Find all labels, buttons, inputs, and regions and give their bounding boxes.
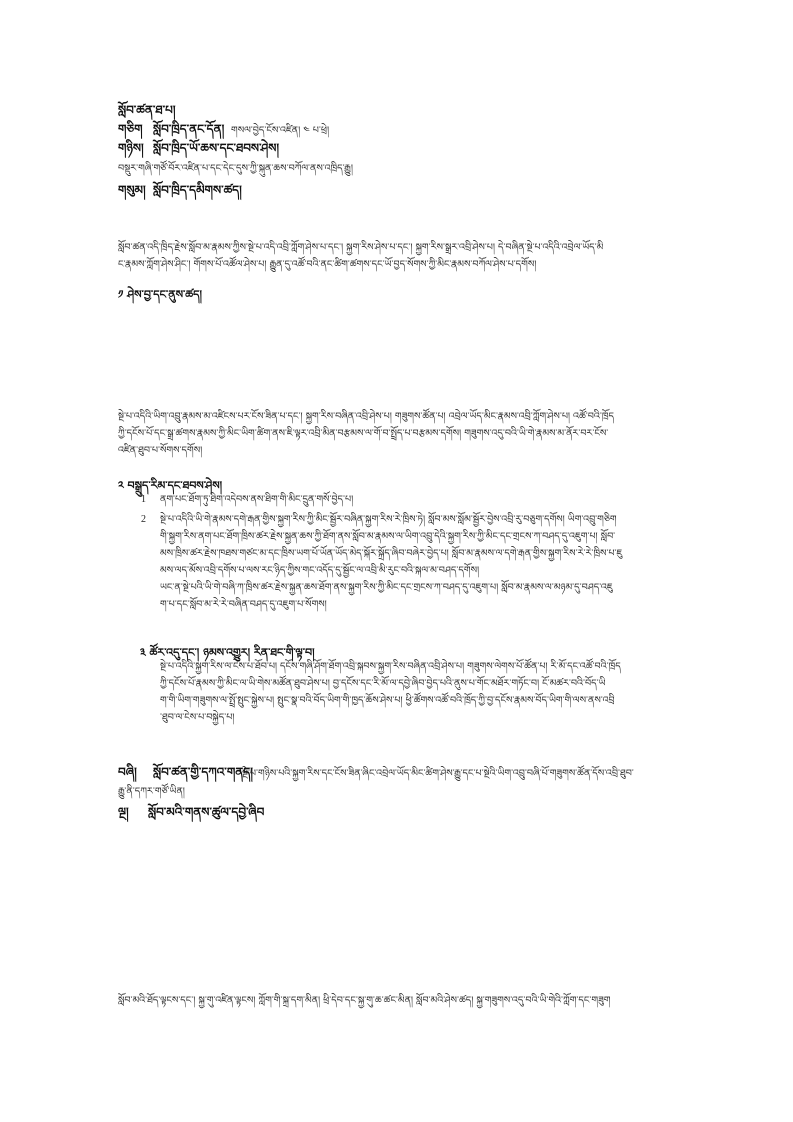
- list-item-line: ག་པ་དང་སློབ་མ་རེ་རེ་བཞིན་བཤད་དུ་འཇུག་པ་སོགས།: [160, 599, 327, 610]
- teaching-content-note: གསལ་བྱེད་ངོས་འཛིན། ༤ པ་ཕྲེ།: [231, 125, 330, 136]
- list-item-line: མས་ཁྲིས་ཚར་རྗེས་ཁཐས་གཙང་མ་དང་ཁྲིས་ཡག་པོ་ཡོན་ཡོད་མེད་སྐོར་སྐྲོད་ཞིབ་བཞེར་བྱེད་པ། སློབ་མ་རྣམས་ལ་དགེ་རྒན་གྱིས་སྐྱག་རིས་རེ་རེ་ཁྲིས་པ་ཇུ: [160, 548, 623, 559]
- section-label-four: བཞི།: [118, 765, 137, 779]
- paragraph-line: ཀྱི་དངོས་པོ་རྣམས་ཀྱི་མིང་ལ་ཡི་གེས་མཚོན་ཐུབ་ཤེས་པ། བྱ་དངོས་དང་རི་མོ་ལ་དབྱེ་ཞིབ་བྱེད་པའི་ནུས་པ་གོང་མཐོར་གཏོང་བ། ངོ་མཚར་བའི་བོད་ཡི: [160, 678, 606, 689]
- list-number: 1: [141, 494, 146, 505]
- process-methods-heading: ༢ བསྒྲུད་རིམ་དང་ཐབས་ཤེས།: [118, 479, 223, 492]
- teaching-tools-heading: སློབ་ཁྲིད་ཡོ་ཆས་དང་ཐབས་ཤེས།: [153, 141, 280, 155]
- student-analysis-paragraph: [118, 992, 790, 1009]
- difficult-points-heading: སློབ་ཚན་གྱི་དཀའ་གནད།: [153, 765, 253, 779]
- lesson-title: སློབ་ཚན་ཐ་པ།: [118, 103, 176, 117]
- paragraph-line: སྔེ་པ་འདིའི་ཡིག་འབྲུ་རྣམས་མ་འཛིངས་པར་ངོས་ཟིན་པ་དང་། སྐྱག་རིས་བཞིན་འབྲི་ཤེས་པ། གཟུགས་ཚོན་པ། འབྲེལ་ཡོད་མིང་རྣམས་འབྲི་ཀློག་ཤེས་པ། འཚོ་བའི་ཁྲོད: [118, 411, 615, 422]
- teaching-goals-heading: སློབ་ཁྲིད་དམིགས་ཚད།: [153, 183, 242, 197]
- attitude-values-paragraph: [160, 658, 790, 726]
- list-item-line: མས་ལད་མོས་འབྲི་དགོས་པ་ལས་རང་ཉིད་ཀྱིས་གང་འདོད་དུ་སྦྱོང་ལ་འབྲི་མི་རུང་བའི་སྐལ་མ་བཤད་དགོས།: [160, 565, 480, 576]
- list-item-line: ཡང་ན་སྔེ་པའི་ཡི་གེ་བཞི་ཀ་ཁྲིས་ཚར་རྗེས་སྐྱན་ཆས་ཐོག་ནས་སྐྱག་རིས་ཀྱི་མིང་དང་གྲངས་ཀ་བཤད་དུ་འཇུག་པ། སློབ་མ་རྣམས་ལ་མཉམ་དུ་བཤད་འཇུ: [160, 582, 613, 593]
- teaching-tools-note: བསྡུར་གཞི་གཙོ་བོར་འཛིན་པ་དང་དེང་དུས་ཀྱི་སྐུན་ཆས་བཀོལ་ནས་འཁྲིད་རྒྱུ།: [118, 163, 353, 174]
- paragraph-line: ག་གི་ཡིག་གཟུགས་ལ་སྤྲོ་སྤུང་སྐྱེས་པ། སྤུང་སྣ་བའི་བོད་ཡིག་གི་ཁྱད་ཆོས་ཤེས་པ། ཕྱི་ཚོགས་འཚོ་བའི་ཁྲོད་ཀྱི་བྱ་དངོས་རྣམས་བོད་ཡིག་གི་ལས་ནས་འབྲི: [160, 695, 615, 706]
- goals-paragraph: [118, 239, 790, 273]
- knowledge-skills-heading: ༡ ཤེས་བྱ་དང་ནུས་ཚད།: [118, 288, 202, 301]
- paragraph-line: ཀྱི་དངོས་པོ་དང་སྒྲ་ཚགས་རྣམས་ཀྱི་མིང་ཡིག་ཚིག་ནས་ཇི་ལྟར་འབྲི་མིན་བརྩམས་ལ་གོ་བ་སྤྲོད་པ་བརྩམས་དགོས། གཟུགས་འདུ་བའི་ཡི་གེ་རྣམས་མ་ནོར་བར་ངོས་: [118, 428, 609, 439]
- knowledge-skills-paragraph: [118, 408, 790, 459]
- student-analysis-heading: སློབ་མའི་གནས་ཚུལ་དབྱེ་ཞིབ: [148, 805, 265, 819]
- list-item: [160, 511, 790, 613]
- section-label-three: གསུམ།: [118, 183, 146, 197]
- paragraph-line: ་ཐུབ་ལ་ངེས་པ་བསྐྱེད་པ།: [160, 712, 235, 723]
- paragraph-line: སྔེ་པ་འདིའི་སྐྱག་རིས་ལ་ངེས་པ་ཐོབ་པ། དངོས་གཞི་ཤོག་ཐོག་འབྲི་སྐབས་སྐྱག་རིས་བཞིན་འབྲི་ཤེས་པ། གཟུགས་ལེགས་པོ་ཚོན་པ། རི་མོ་དང་འཚོ་བའི་ཁྲོད: [160, 661, 621, 672]
- attitude-values-heading: ༣ ཚོར་འདུ་དང་། ཉམས་འགྱུར། རིན་ཐང་གི་ལྟ་བ།: [140, 646, 315, 659]
- paragraph-line: སློབ་མའི་ཐོད་ལྟངས་དང་། སྐྱ་གུ་འཛིན་ལྟངས། ཀློག་གི་སྐྲ་དག་མིན། ཕྲི་དེབ་དང་སྐྱ་གུ་ཆ་ཚང་མིན། སློབ་མའི་ཤེས་ཚད། སྐྱ་གཟུགས་འདུ་བའི་ཡི་གེའི་ཀློག་དང་གཟུག: [118, 995, 611, 1006]
- difficult-points-text: སྔེ་པ་གཉིས་པའི་སྐྱག་རིས་དང་ངོས་ཟིན་ཞིང་འབྲེལ་ཡོད་མིང་ཚིག་ཤེས་རྒྱུ་དང་པ་སྔེའི་ཡིག་འབྲུ་བཞི་པོ་གཟུགས་ཚོན་དོས་འབྲི་ཐུབ་: [242, 768, 634, 779]
- teaching-content-heading: སློབ་ཁྲིད་ནང་དོན།: [153, 122, 225, 136]
- paragraph-line: སློབ་ཚན་འདི་ཁྲིད་རྗེས་སློབ་མ་རྣམས་ཀྱིས་སྔེ་པ་འདི་འབྲི་ཀློག་ཤེས་པ་དང་། སྐྱག་རིས་ཤེས་པ་དང་། སྐྱག་རིས་སྒྲར་འབྲི་ཤེས་པ། དེ་བཞིན་སྔེ་པ་འདིའི་འབྲེལ་ཡོད་མི: [118, 242, 604, 253]
- list-item-line: ནག་པང་ཐོག་ཏུ་ཐིག་འདེབས་ནས་ཐིག་གི་མིང་དྲུན་གསོ་བྱེད་པ།: [160, 494, 354, 505]
- list-number: 2: [141, 514, 146, 525]
- list-item: [160, 491, 790, 508]
- paragraph-line: འཛིན་ཐུབ་པ་སོགས་དགོས།: [118, 445, 203, 456]
- list-item-line: སྔེ་པ་འདིའི་ཡི་གེ་རྣམས་དགེ་རྒན་གྱིས་སྐྱག་རིས་ཀྱི་མིང་སྦྱོར་བཞིན་སྐྱག་རིས་རེ་ཁྲིས་ཏེ། སློབ་མས་སློམ་སྦྱོར་བྱེས་འབྲི་རུ་བཅུག་དགོས། ཡིག་འབྲུ་གཅིག: [160, 514, 617, 525]
- difficult-points-text-cont: རྒྱུ་ནི་དཀར་གཙོ་ཡིན།: [118, 786, 185, 797]
- section-label-five: ལྔ།: [118, 805, 129, 819]
- paragraph-line: ང་རྣམས་ཀློག་ཤེས་ཤིང་། གོགས་པོ་འཚོལ་ཤེས་པ། རྒྱུན་དུ་འཚོ་བའི་ནང་ཚིག་ཚགས་དང་ཡོ་བྱད་སོགས་ཀྱི་མིང་རྣམས་བཀོལ་ཤེས་པ་དགོས།: [118, 259, 537, 270]
- section-label-two: གཉིས།: [118, 141, 144, 155]
- section-label-one: གཅིག: [118, 122, 143, 136]
- list-item-line: གི་སྐྱག་རིས་ནག་པང་ཐོག་ཁྲིས་ཚར་རྗེས་སྐྱན་ཆས་ཀྱི་ཐོག་ནས་སློབ་མ་རྣམས་ལ་ཡིག་འབྲུ་དེའི་སྐྱག་རིས་ཀྱི་མིང་དང་གྲངས་ཀ་བཤད་དུ་འཇུག་པ། སློབ་: [160, 531, 616, 542]
